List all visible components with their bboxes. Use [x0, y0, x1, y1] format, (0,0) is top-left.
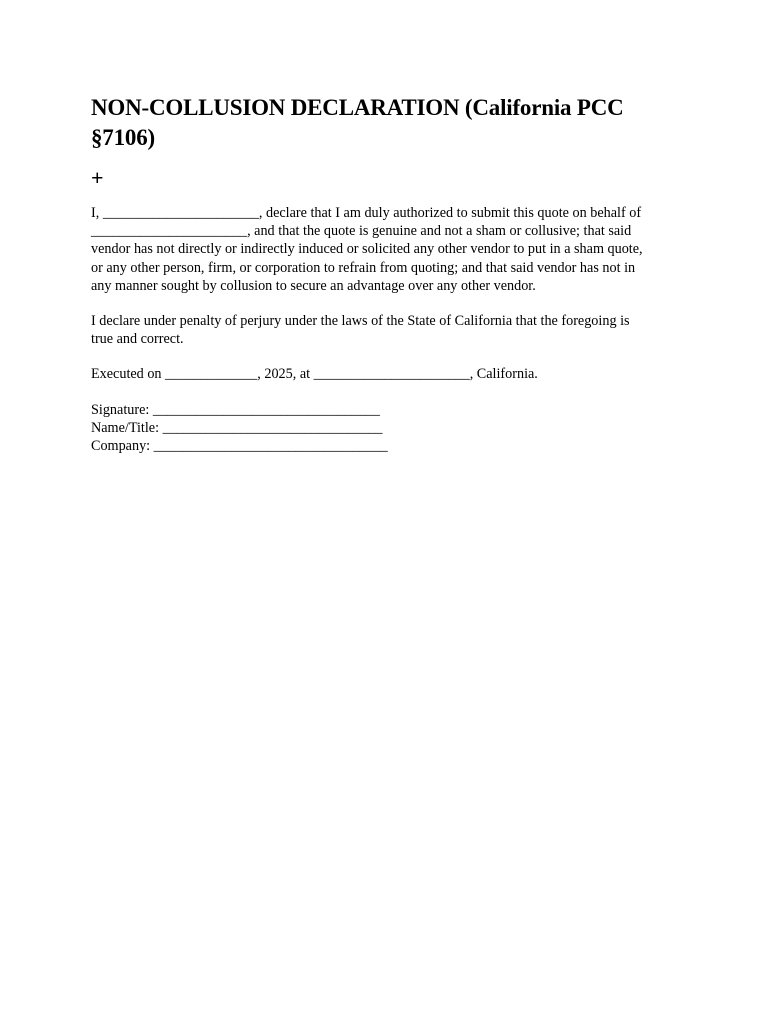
declaration-paragraph	[91, 204, 681, 295]
title-line-1: NON-COLLUSION DECLARATION (California PCC	[91, 95, 624, 120]
declaration-document	[91, 93, 681, 455]
plus-marker: +	[91, 165, 104, 190]
perjury-paragraph	[91, 312, 681, 348]
paragraph-line: true and correct.	[91, 331, 184, 348]
paragraph-line: vendor has not directly or indirectly induced or solicited any other vendor to put in a sham quote,	[91, 241, 643, 258]
signature-line: Signature: ________________________________	[91, 401, 380, 418]
company-line: Company: _________________________________	[91, 438, 388, 455]
name-title-line: Name/Title: _______________________________	[91, 419, 383, 436]
paragraph-line: I declare under penalty of perjury under the laws of the State of California that the foregoing is	[91, 313, 630, 330]
paragraph-line: any manner sought by collusion to secure an advantage over any other vendor.	[91, 277, 536, 294]
paragraph-line: I, ______________________, declare that I am duly authorized to submit this quote on behalf of	[91, 205, 642, 221]
executed-line: Executed on _____________, 2025, at ______________________, California.	[91, 366, 538, 383]
document-title	[91, 93, 681, 153]
signature-block	[91, 401, 681, 456]
paragraph-line: ______________________, and that the quote is genuine and not a sham or collusive; that said	[91, 223, 632, 240]
paragraph-line: or any other person, firm, or corporation to refrain from quoting; and that said vendor has not in	[91, 259, 636, 276]
title-line-2: §7106)	[91, 125, 155, 150]
